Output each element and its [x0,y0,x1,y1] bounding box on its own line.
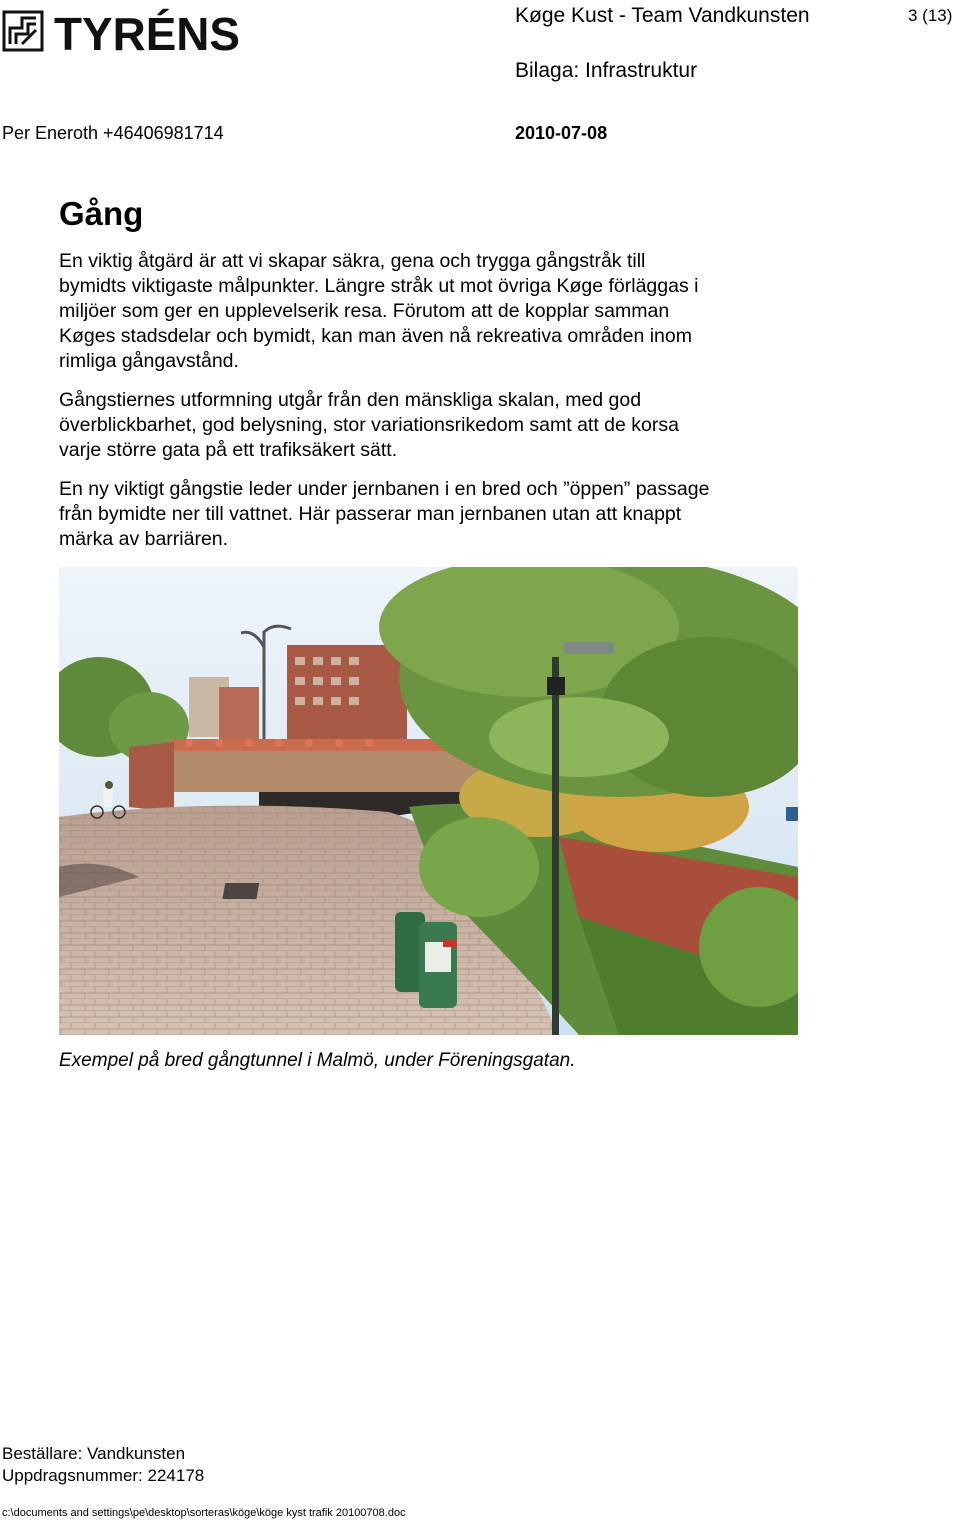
text-line: miljöer som ger en upplevelserik resa. Förutom att de kopplar samman [59,300,670,322]
pedestrian-tunnel-photo [59,567,798,1035]
text-line: En viktig åtgärd är att vi skapar säkra, gena och trygga gångstråk till [59,250,646,272]
file-path: c:\documents and settings\pe\desktop\sorteras\köge\köge kyst trafik 20100708.doc [2,1507,406,1519]
logo-mark-icon [4,12,42,50]
document-subtitle: Bilaga: Infrastruktur [515,59,698,82]
text-line: bymidts viktigaste målpunkter. Längre stråk ut mot övriga Køge förläggas i [59,275,699,297]
document-date: 2010-07-08 [515,123,608,143]
paragraph [59,388,819,463]
photo-caption: Exempel på bred gångtunnel i Malmö, under Föreningsgatan. [59,1050,576,1071]
assignment-number: Uppdragsnummer: 224178 [2,1466,205,1485]
page-number: 3 (13) [908,6,953,25]
paragraph [59,249,819,374]
text-line: Køges stadsdelar och bymidt, kan man även nå rekreativa områden inom [59,325,692,347]
tyrens-logo [2,6,242,56]
document-title: Køge Kust - Team Vandkunsten [515,4,810,27]
text-line: En ny viktigt gångstie leder under jernbanen i en bred och ”öppen” passage [59,478,710,500]
client-name: Beställare: Vandkunsten [2,1444,186,1463]
text-line: rimliga gångavstånd. [59,350,239,372]
text-line: från bymidte ner till vattnet. Här passerar man jernbanen utan att knappt [59,503,682,525]
paragraph [59,477,819,552]
text-line: märka av barriären. [59,528,229,550]
text-line: varje större gata på ett trafiksäkert sätt. [59,439,398,461]
text-line: överblickbarhet, god belysning, stor variationsrikedom samt att de korsa [59,414,679,436]
text-line: Gångstiernes utformning utgår från den mänskliga skalan, med god [59,389,642,411]
logo-wordmark: TYRÉNS [54,8,240,56]
section-heading: Gång [59,195,144,232]
author-contact: Per Eneroth +46406981714 [2,123,224,143]
